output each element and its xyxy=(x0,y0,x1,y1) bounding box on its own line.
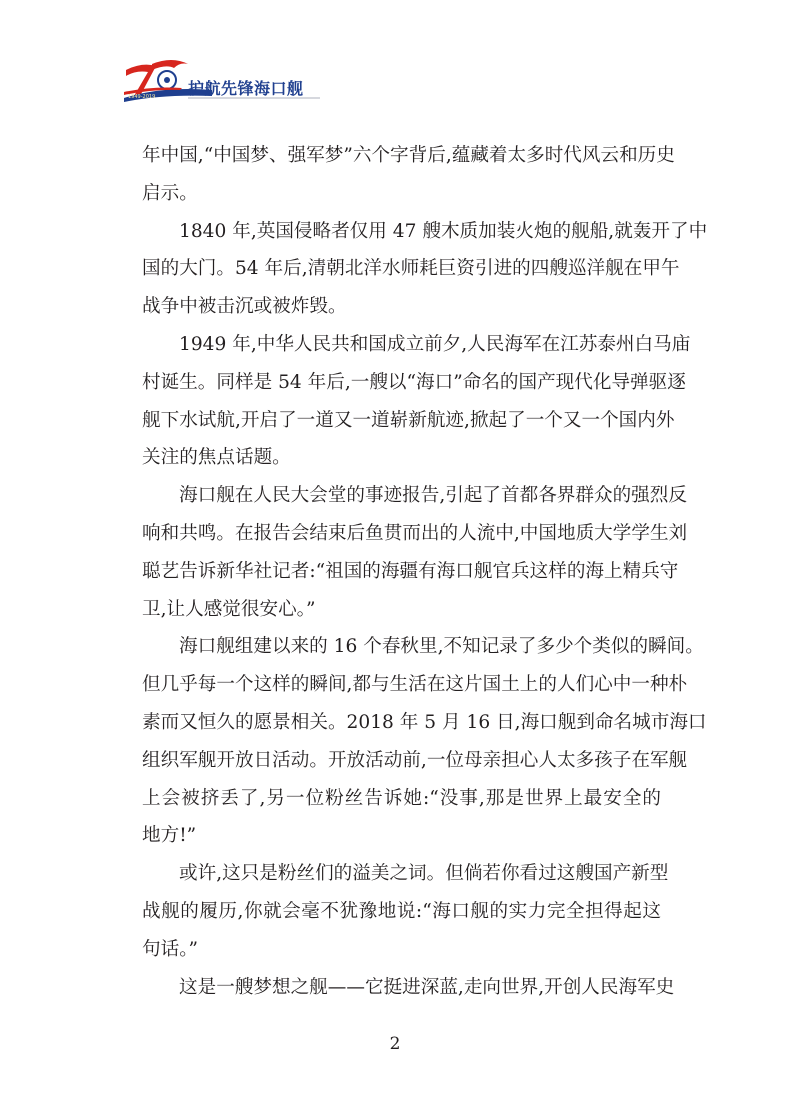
text-line: 战争中被击沉或被炸毁。 xyxy=(142,296,347,318)
running-header xyxy=(122,56,322,104)
text-line: 战舰的履历,你就会毫不犹豫地说:“海口舰的实力完全担得起这 xyxy=(142,900,661,922)
text-line: 舰下水试航,开启了一道又一道崭新航迹,掀起了一个又一个国内外 xyxy=(142,409,675,431)
text-line: 1949 年,中华人民共和国成立前夕,人民海军在江苏泰州白马庙 xyxy=(179,333,691,355)
text-line: 卫,让人感觉很安心。” xyxy=(142,598,316,620)
text-line: 组织军舰开放日活动。开放活动前,一位母亲担心人太多孩子在军舰 xyxy=(142,749,688,771)
text-line: 关注的焦点话题。 xyxy=(142,447,291,469)
text-line: 句话。” xyxy=(142,938,198,960)
text-line: 海口舰在人民大会堂的事迹报告,引起了首都各界群众的强烈反 xyxy=(179,485,687,507)
text-line: 聪艺告诉新华社记者:“祖国的海疆有海口舰官兵这样的海上精兵守 xyxy=(142,560,679,582)
header-title: 护航先锋海口舰 xyxy=(188,79,304,98)
text-line: 素而又恒久的愿景相关。2018 年 5 月 16 日,海口舰到命名城市海口 xyxy=(142,711,707,733)
page-number: 2 xyxy=(389,1034,401,1054)
text-line: 1840 年,英国侵略者仅用 47 艘木质加装火炮的舰船,就轰开了中 xyxy=(179,220,708,242)
text-line: 或许,这只是粉丝们的溢美之词。但倘若你看过这艘国产新型 xyxy=(179,863,669,885)
text-line: 年中国,“中国梦、强军梦”六个字背后,蕴藏着太多时代风云和历史 xyxy=(142,145,675,166)
text-line: 启示。 xyxy=(142,182,198,204)
text-line: 村诞生。同样是 54 年后,一艘以“海口”命名的国产现代化导弹驱逐 xyxy=(142,371,686,393)
text-line: 上会被挤丢了,另一位粉丝告诉她:“没事,那是世界上最安全的 xyxy=(142,787,661,809)
text-line: 响和共鸣。在报告会结束后鱼贯而出的人流中,中国地质大学学生刘 xyxy=(142,522,688,544)
text-line: 地方!” xyxy=(142,825,197,847)
logo-years: 1949-2019 xyxy=(128,94,156,100)
document-body xyxy=(142,137,708,1006)
text-line: 国的大门。54 年后,清朝北洋水师耗巨资引进的四艘巡洋舰在甲午 xyxy=(142,258,680,280)
text-line: 这是一艘梦想之舰——它挺进深蓝,走向世界,开创人民海军史 xyxy=(179,976,675,998)
text-line: 海口舰组建以来的 16 个春秋里,不知记录了多少个类似的瞬间。 xyxy=(179,636,704,658)
text-line: 但几乎每一个这样的瞬间,都与生活在这片国土上的人们心中一种朴 xyxy=(142,674,688,696)
